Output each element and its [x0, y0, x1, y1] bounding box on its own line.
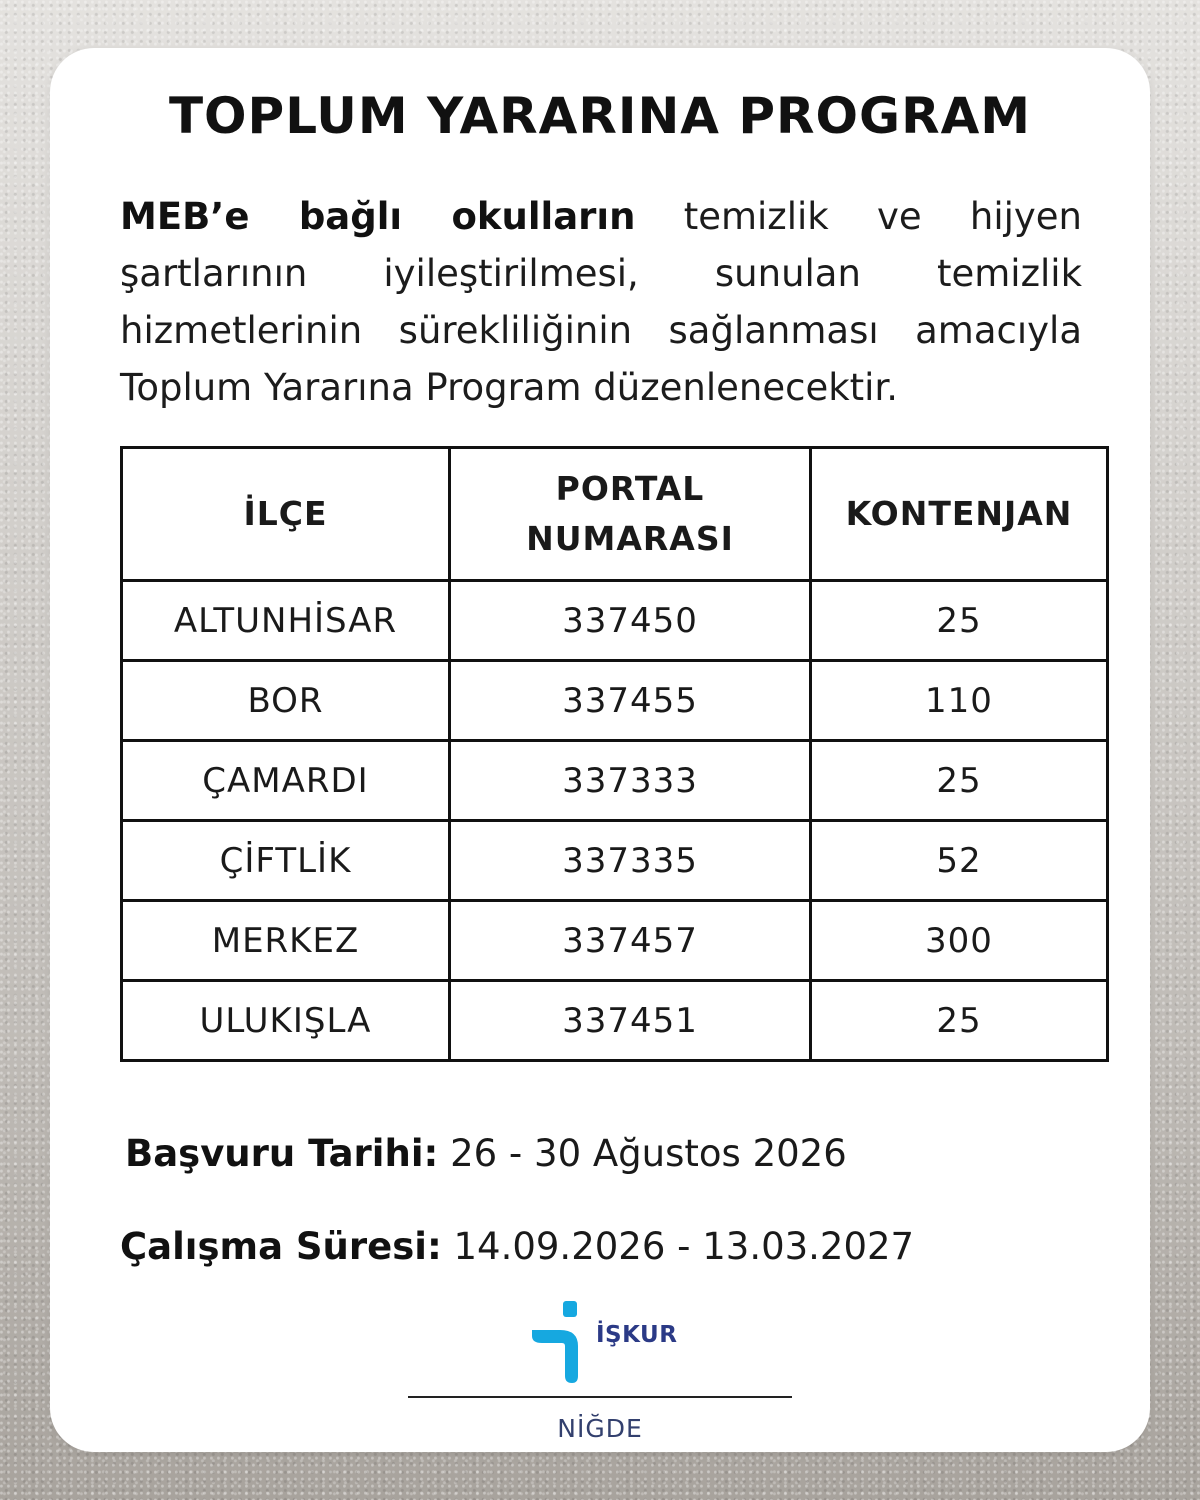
header-kontenjan: KONTENJAN [811, 448, 1108, 581]
cell-ilce: MERKEZ [122, 901, 450, 981]
header-portal-numarasi [450, 448, 811, 581]
intro-line-4: Toplum Yararına Program düzenlenecektir. [120, 366, 899, 409]
cell-portal: 337450 [450, 581, 811, 661]
work-period-label: Çalışma Süresi: [120, 1225, 442, 1268]
intro-line-2: şartlarının iyileştirilmesi, sunulan temizlik [120, 252, 1082, 295]
cell-kontenjan: 300 [811, 901, 1108, 981]
table-row [122, 581, 1108, 661]
quota-table [120, 446, 1109, 1062]
cell-ilce: BOR [122, 661, 450, 741]
cell-portal: 337333 [450, 741, 811, 821]
cell-kontenjan: 25 [811, 981, 1108, 1061]
cell-ilce: ULUKIŞLA [122, 981, 450, 1061]
intro-paragraph [120, 188, 1082, 416]
intro-bold-text: MEB’e bağlı okulların [120, 195, 636, 238]
header-portal-line2: NUMARASI [526, 519, 734, 558]
application-date-value: 26 - 30 Ağustos 2026 [438, 1132, 847, 1175]
iskur-logo-icon [530, 1300, 590, 1384]
intro-line-1 [120, 188, 1082, 245]
cell-ilce: ÇİFTLİK [122, 821, 450, 901]
work-period [120, 1225, 914, 1268]
table-row [122, 901, 1108, 981]
table-row [122, 661, 1108, 741]
footer-divider [408, 1396, 792, 1398]
cell-kontenjan: 110 [811, 661, 1108, 741]
table-row [122, 981, 1108, 1061]
cell-portal: 337335 [450, 821, 811, 901]
cell-kontenjan: 25 [811, 581, 1108, 661]
iskur-logo [530, 1300, 700, 1384]
intro-line-1-rest: temizlik ve hijyen [635, 195, 1082, 238]
cell-ilce: ALTUNHİSAR [122, 581, 450, 661]
cell-ilce: ÇAMARDI [122, 741, 450, 821]
intro-line-3: hizmetlerinin sürekliliğinin sağlanması amacıyla [120, 309, 1082, 352]
work-period-value: 14.09.2026 - 13.03.2027 [441, 1225, 915, 1268]
header-portal-line1: PORTAL [555, 469, 705, 508]
page-title: TOPLUM YARARINA PROGRAM [168, 87, 1032, 145]
footer-city: NİĞDE [557, 1414, 643, 1443]
header-ilce: İLÇE [122, 448, 450, 581]
table-header-row [122, 448, 1108, 581]
cell-portal: 337455 [450, 661, 811, 741]
application-date [125, 1132, 847, 1175]
cell-kontenjan: 25 [811, 741, 1108, 821]
application-date-label: Başvuru Tarihi: [125, 1132, 439, 1175]
iskur-logo-text: İŞKUR [596, 1322, 678, 1348]
cell-kontenjan: 52 [811, 821, 1108, 901]
table-row [122, 821, 1108, 901]
table-row [122, 741, 1108, 821]
cell-portal: 337451 [450, 981, 811, 1061]
cell-portal: 337457 [450, 901, 811, 981]
